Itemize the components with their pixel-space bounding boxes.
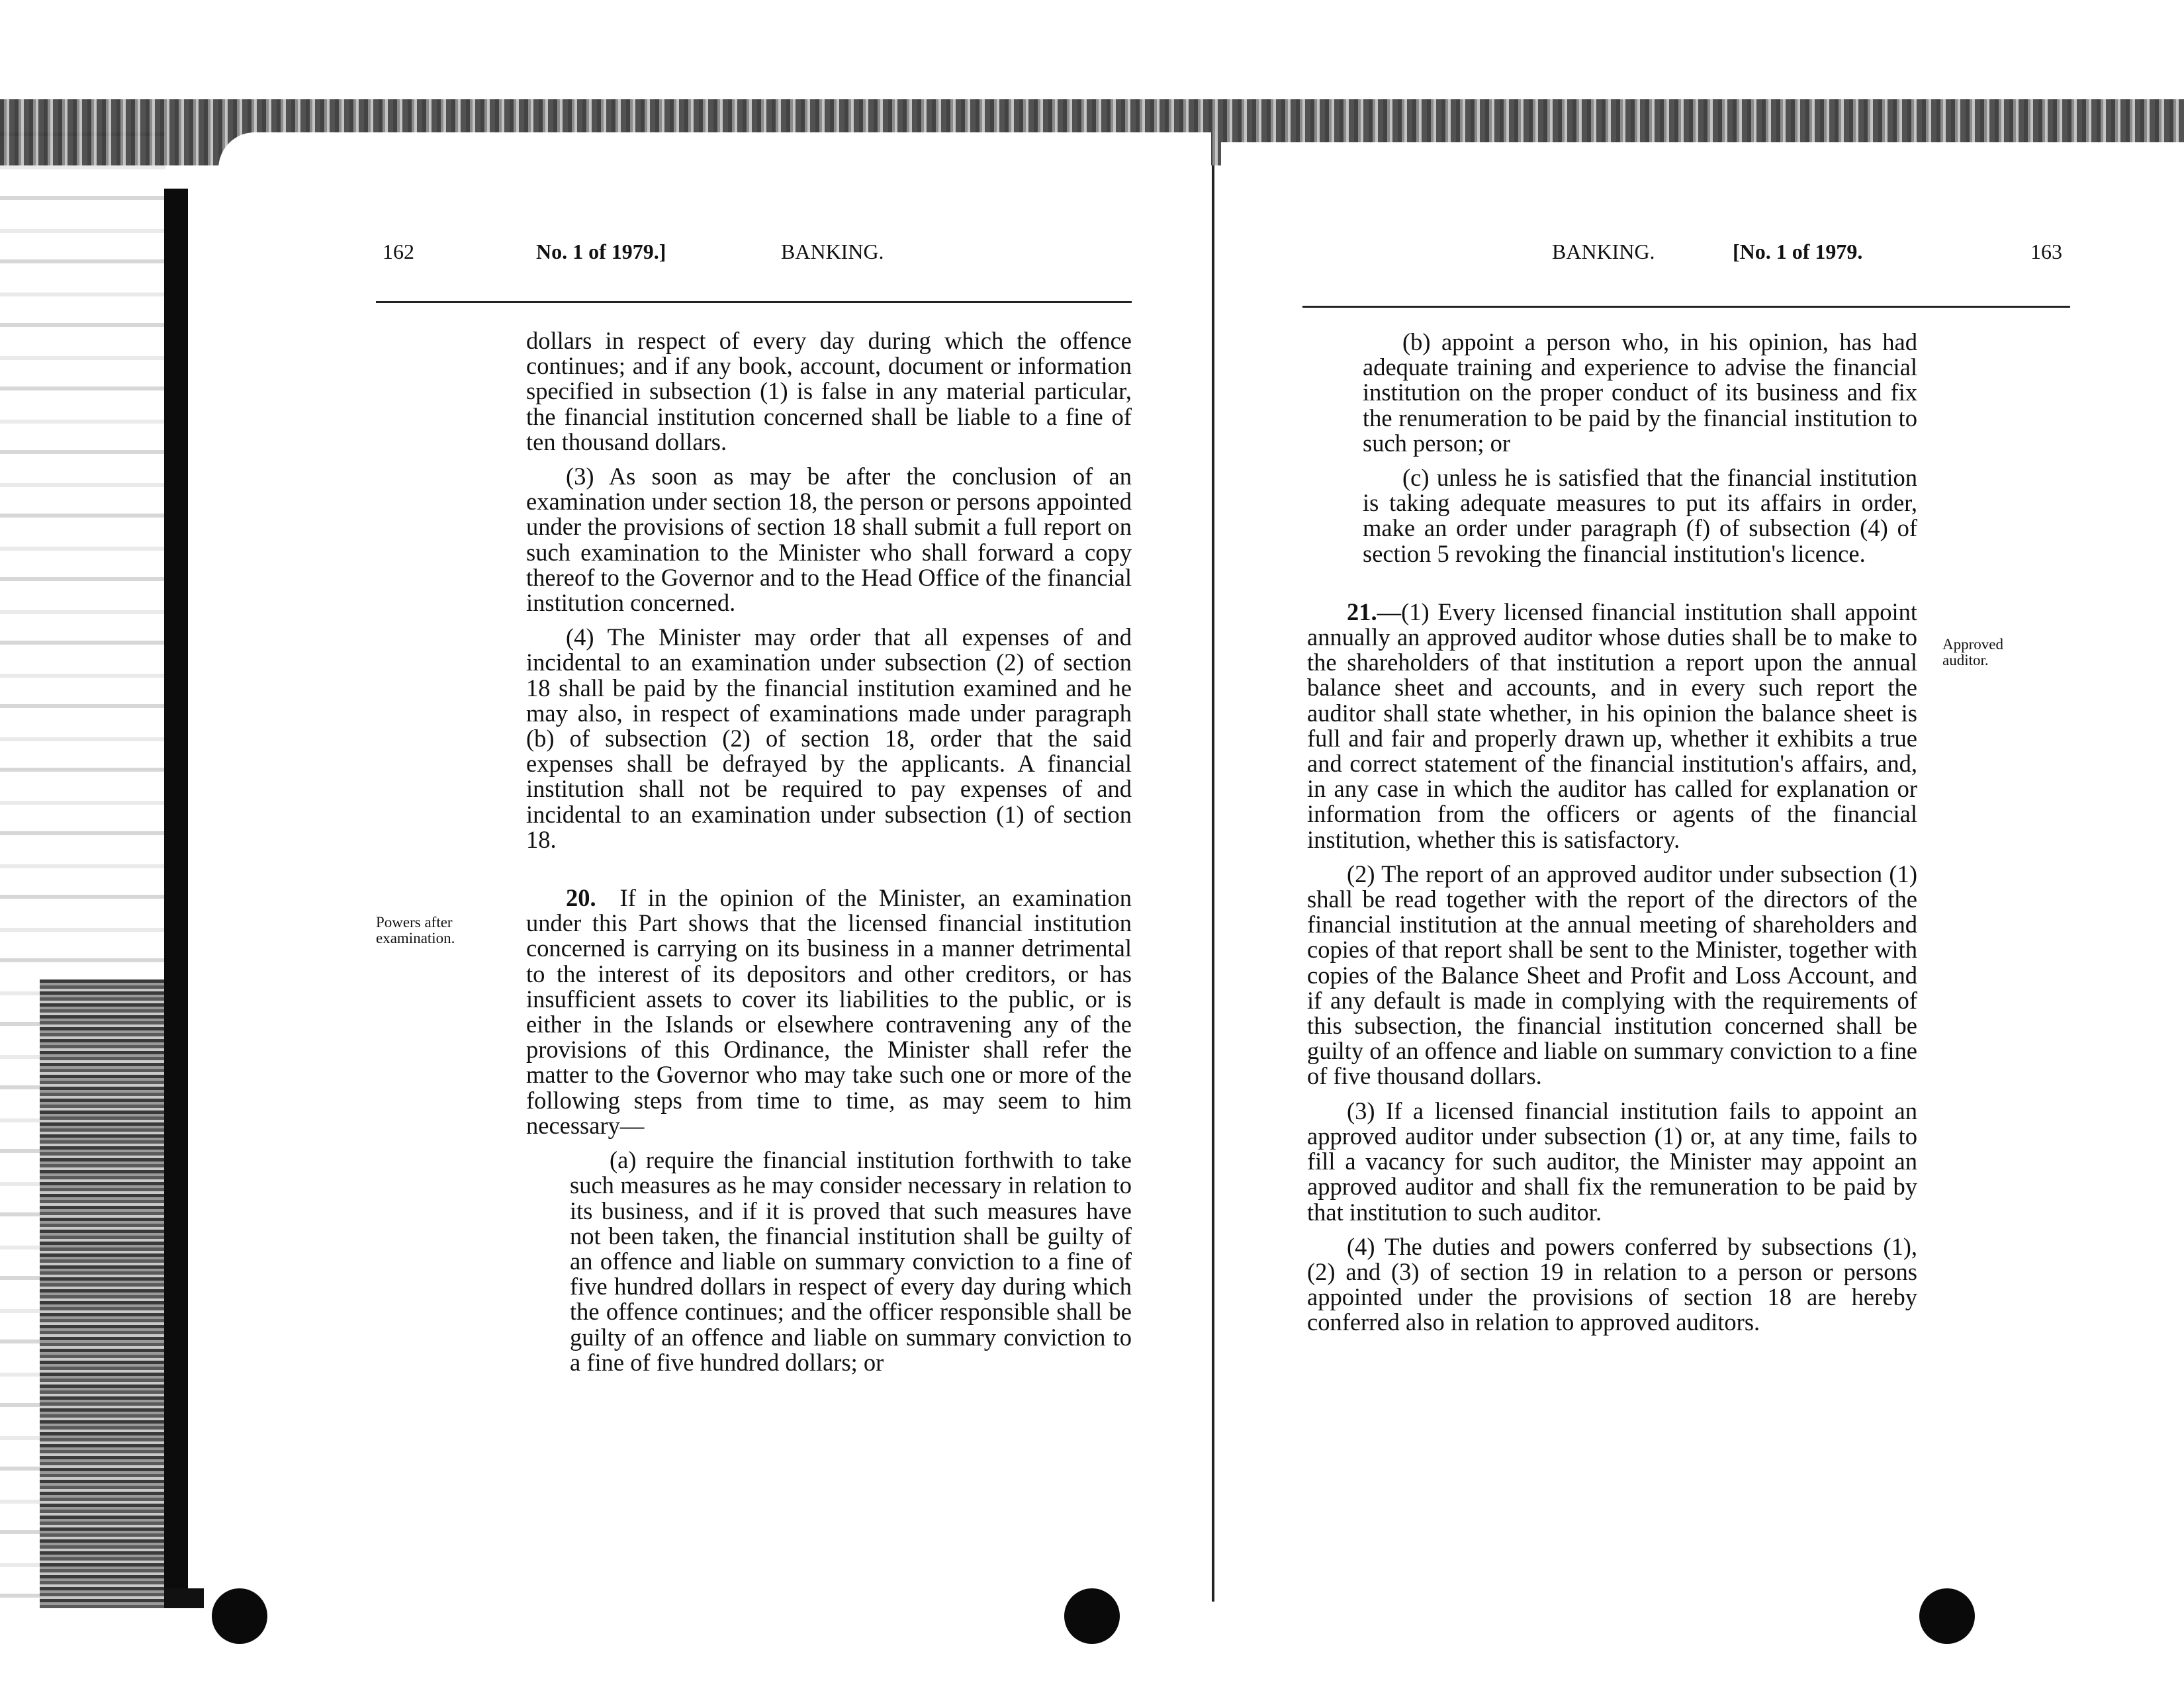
- subsection-2: (2) The report of an approved auditor under subsection (1) shall be read together with the report of the directors of the financial institution at the annual meeting of shareholders and copies of that report shall be sent to the Minister, together with copies of the Balance Sheet and Profit and Loss Account, and if any default is made in complying with the requirements of this subsection, the financial institution concerned shall be guilty of an offence and liable on summary conviction to a fine of five thousand dollars.: [1307, 860, 1917, 1090]
- section-21: [1307, 600, 1917, 852]
- page-top-edge-right: [1221, 142, 2184, 169]
- section-text: If in the opinion of the Minister, an examination under this Part shows that the licensed financial institution concerned is carrying on its business in a manner detrimental to the interest of its depositors and other creditors, or has insufficient assets to cover its liabilities to the public, or is either in the Islands or elsewhere contravening any of the provisions of this Ordinance, the Minister shall refer the matter to the Governor who may take such one or more of the following steps from time to time, as may seem to him necessary—: [526, 884, 1132, 1139]
- header-rule-left: [376, 301, 1132, 303]
- punch-hole: [1064, 1588, 1120, 1644]
- margin-note-section-20: Powers after examination.: [376, 914, 455, 946]
- section-number: 20.: [566, 884, 596, 912]
- running-number-right: [No. 1 of 1979.: [1733, 240, 1863, 263]
- binding-bar: [164, 189, 188, 1608]
- book-spine: [1212, 165, 1214, 1602]
- running-number-left: No. 1 of 1979.]: [536, 240, 666, 263]
- section-20: [526, 886, 1132, 1138]
- header-rule-right: [1302, 306, 2070, 308]
- scan-noise-left-dark: [40, 979, 165, 1608]
- paragraph-a: (a) require the financial institution forthwith to take such measures as he may consider necessary in relation to its business, and if it is proved that such measures have not been taken, the financial institution shall be guilty of an offence and liable on summary conviction to a fine of five hundred dollars in respect of every day during which the offence continues; and the officer responsible shall be guilty of an offence and liable on summary conviction to a fine of five hundred dollars; or: [570, 1146, 1132, 1376]
- running-title-right: BANKING.: [1552, 240, 1655, 263]
- punch-hole: [1919, 1588, 1975, 1644]
- paragraph-b: (b) appoint a person who, in his opinion, has had adequate training and experience to advise the financial institution on the proper conduct of its business and fix the renumeration to be paid by the financial institution to such person; or: [1363, 328, 1917, 457]
- subsection-3: (3) If a licensed financial institution fails to appoint an approved auditor under subsection (1) or, at any time, fails to fill a vacancy for such auditor, the Minister may appoint an approved auditor and shall fix the remuneration to be paid by that institution to such auditor.: [1307, 1097, 1917, 1226]
- page-number-left: 162: [383, 240, 414, 263]
- subsection-4: (4) The duties and powers conferred by subsections (1), (2) and (3) of section 19 in relation to a person or persons appointed under the provisions of section 18 are hereby conferred also in relation to approved auditors.: [1307, 1232, 1917, 1336]
- page-top-edge-left: [218, 132, 1211, 169]
- section-number: 21.: [1347, 598, 1377, 625]
- section-text: —(1) Every licensed financial institution shall appoint annually an approved auditor whose duties shall be to make to the shareholders of that institution a report upon the annual balance sheet and accounts, and in every such report the auditor shall state whether, in his opinion the balance sheet is full and fair and properly drawn up, whether it exhibits a true and correct statement of the financial institution's affairs, and, in any case in which the auditor has called for explanation or information from the officers or agents of the financial institution, whether this is satisfactory.: [1307, 598, 1917, 853]
- page-number-right: 163: [2030, 240, 2062, 263]
- paragraph: dollars in respect of every day during which the offence continues; and if any book, account, document or information specified in subsection (1) is false in any material particular, the financial institution concerned shall be liable to a fine of ten thousand dollars.: [526, 327, 1132, 455]
- paragraph-c: (c) unless he is satisfied that the financial institution is taking adequate measures to put its affairs in order, make an order under paragraph (f) of subsection (4) of section 5 revoking the financial institution's licence.: [1363, 464, 1917, 567]
- punch-hole: [212, 1588, 267, 1644]
- binding-bar-foot: [164, 1588, 204, 1608]
- left-page-body: [526, 328, 1132, 1385]
- right-page-body: [1307, 330, 1917, 1345]
- running-title-left: BANKING.: [781, 240, 884, 263]
- paragraph: (3) As soon as may be after the conclusion of an examination under section 18, the person or persons appointed under the provisions of section 18 shall submit a full report on such examination to the Minister who shall forward a copy thereof to the Governor and to the Head Office of the financial institution concerned.: [526, 463, 1132, 617]
- margin-note-section-21: Approved auditor.: [1942, 636, 2003, 668]
- paragraph: (4) The Minister may order that all expenses of and incidental to an examination under subsection (2) of section 18 shall be paid by the financial institution examined and he may also, in respect of examinations made under paragraph (b) of subsection (2) of section 18, order that the said expenses shall be defrayed by the applicants. A financial institution shall not be required to pay expenses of and incidental to an examination under subsection (1) of section 18.: [526, 623, 1132, 853]
